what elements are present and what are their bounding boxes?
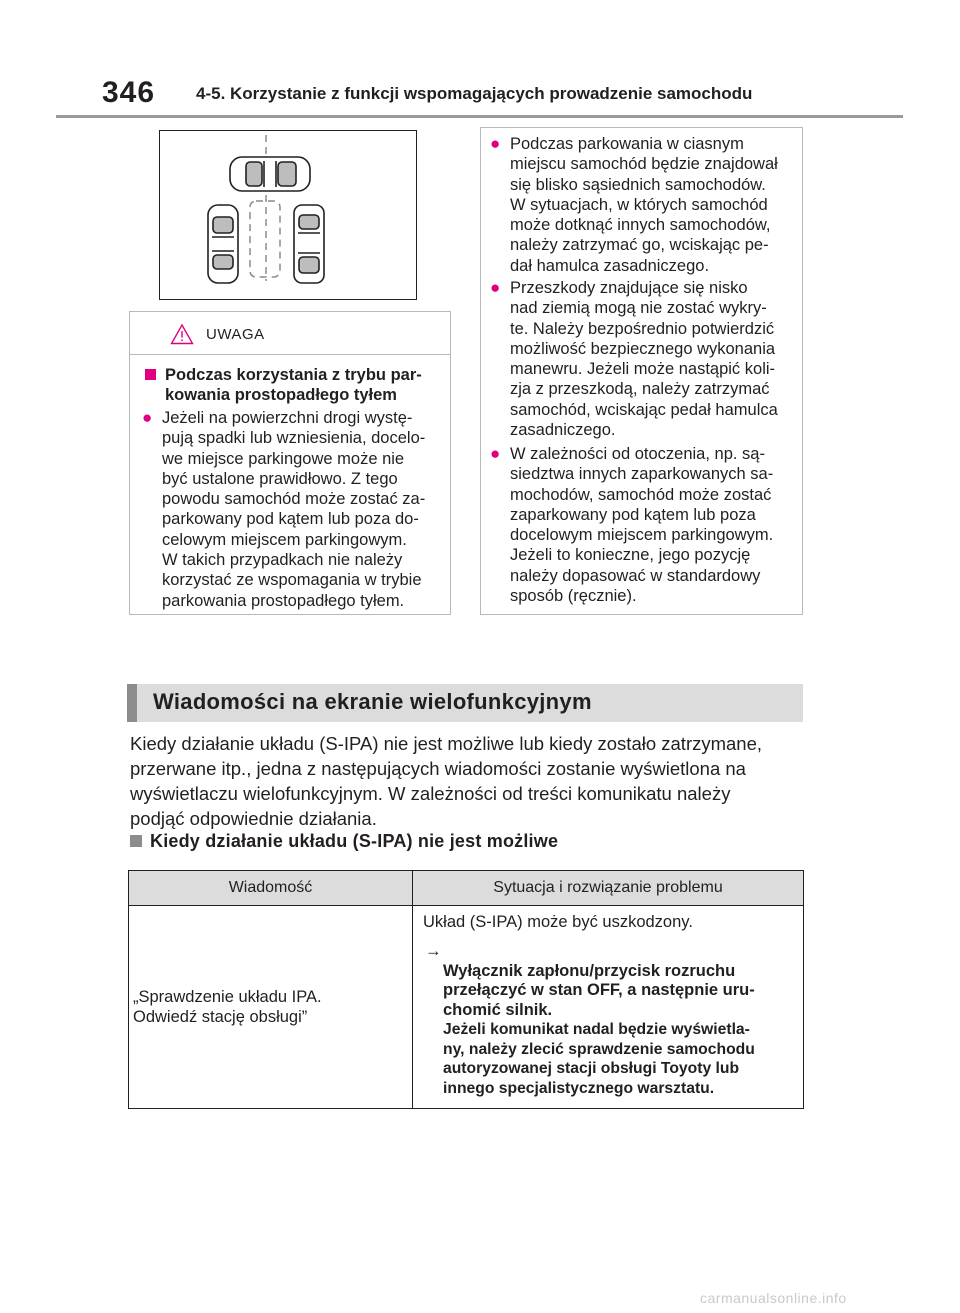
section-heading-band xyxy=(127,684,803,722)
caution-heading: Podczas korzystania z trybu par- kowania prostopadłego tyłem xyxy=(145,365,445,406)
square-bullet-icon xyxy=(130,835,142,847)
message-cell: „Sprawdzenie układu IPA. Odwiedź stację obsługi” xyxy=(129,906,413,1109)
note-item: ● Podczas parkowania w ciasnym miejscu samochód będzie znajdował się blisko sąsiednich samochodów. W sytuacjach, w których samochód może dotknąć innych samochodów, należy zatrzymać go, wciskając pe- dał hamulca zasadniczego. xyxy=(490,134,778,275)
square-bullet-icon xyxy=(145,369,156,380)
bullet-dot-icon: ● xyxy=(142,408,153,427)
table-row xyxy=(129,906,804,1109)
caution-box xyxy=(129,311,451,615)
watermark: carmanualsonline.info xyxy=(700,1290,847,1306)
bullet-dot-icon: ● xyxy=(490,444,501,463)
bullet-dot-icon: ● xyxy=(490,278,501,297)
warning-triangle-icon xyxy=(170,323,194,345)
table-header-row xyxy=(129,871,804,906)
header-rule xyxy=(56,115,903,118)
action-detail-text: Jeżeli komunikat nadal będzie wyświetla- ny, należy zlecić sprawdzenie samochodu autoryzowanej stacji obsługi Toyoty lub innego specjalistycznego warsztatu. xyxy=(443,1021,755,1097)
arrow-right-icon: → xyxy=(425,942,442,960)
situation-text: Układ (S-IPA) może być uszkodzony. xyxy=(423,913,693,931)
caution-bullet: ● Jeżeli na powierzchni drogi wystę- pują spadki lub wzniesienia, docelo- we miejsce parkingowe może nie być ustalone prawidłowo. Z tego powodu samochód może zostać za- parkowany pod kątem lub poza do- celowym miejscem parkingowym. W takich przypadkach nie należy korzystać ze wspomagania w trybie parkowania prostopadłego tyłem. xyxy=(142,408,426,610)
subheading xyxy=(130,831,558,852)
bullet-dot-icon: ● xyxy=(490,134,501,153)
solution-cell xyxy=(413,906,804,1109)
caution-header xyxy=(170,323,265,345)
car-parked-right xyxy=(294,205,324,283)
action-text: → Wyłącznik zapłonu/przycisk rozruchu przełączyć w stan OFF, a następnie uru- chomić silnik. xyxy=(425,942,755,1019)
section-body: Kiedy działanie układu (S-IPA) nie jest możliwe lub kiedy zostało zatrzymane, przerwane itp., jedna z następujących wiadomości zostanie wyświetlona na wyświetlaczu wielofunkcyjnym. W zależności od treści komunikatu należy podjąć odpowiednie działania. xyxy=(130,733,763,829)
message-table xyxy=(128,870,804,1109)
car-maneuvering xyxy=(230,157,310,191)
subheading-text: Kiedy działanie układu (S-IPA) nie jest możliwe xyxy=(150,831,559,851)
caution-label: UWAGA xyxy=(206,325,265,343)
parking-illustration xyxy=(159,130,417,300)
column-header: Sytuacja i rozwiązanie problemu xyxy=(413,871,804,906)
note-item: ● Przeszkody znajdujące się nisko nad ziemią mogą nie zostać wykry- te. Należy bezpośrednio potwierdzić możliwość bezpiecznego wykonania manewru. Jeżeli może nastąpić koli- zja z przeszkodą, należy zatrzymać samochód, wciskając pedał hamulca zasadniczego. xyxy=(490,278,778,440)
section-heading: Wiadomości na ekranie wielofunkcyjnym xyxy=(153,689,592,714)
section-title: 4-5. Korzystanie z funkcji wspomagających prowadzenie samochodu xyxy=(196,84,753,103)
car-parked-left xyxy=(208,205,238,283)
page-number: 346 xyxy=(102,76,156,109)
column-header: Wiadomość xyxy=(129,871,413,906)
caution-divider xyxy=(130,354,450,355)
notes-box xyxy=(480,127,803,615)
note-item: ● W zależności od otoczenia, np. są- siedztwa innych zaparkowanych sa- mochodów, samochód może zostać zaparkowany pod kątem lub poza docelowym miejscem parkingowym. Jeżeli to konieczne, jego pozycję należy dopasować w standardowy sposób (ręcznie). xyxy=(490,444,774,606)
